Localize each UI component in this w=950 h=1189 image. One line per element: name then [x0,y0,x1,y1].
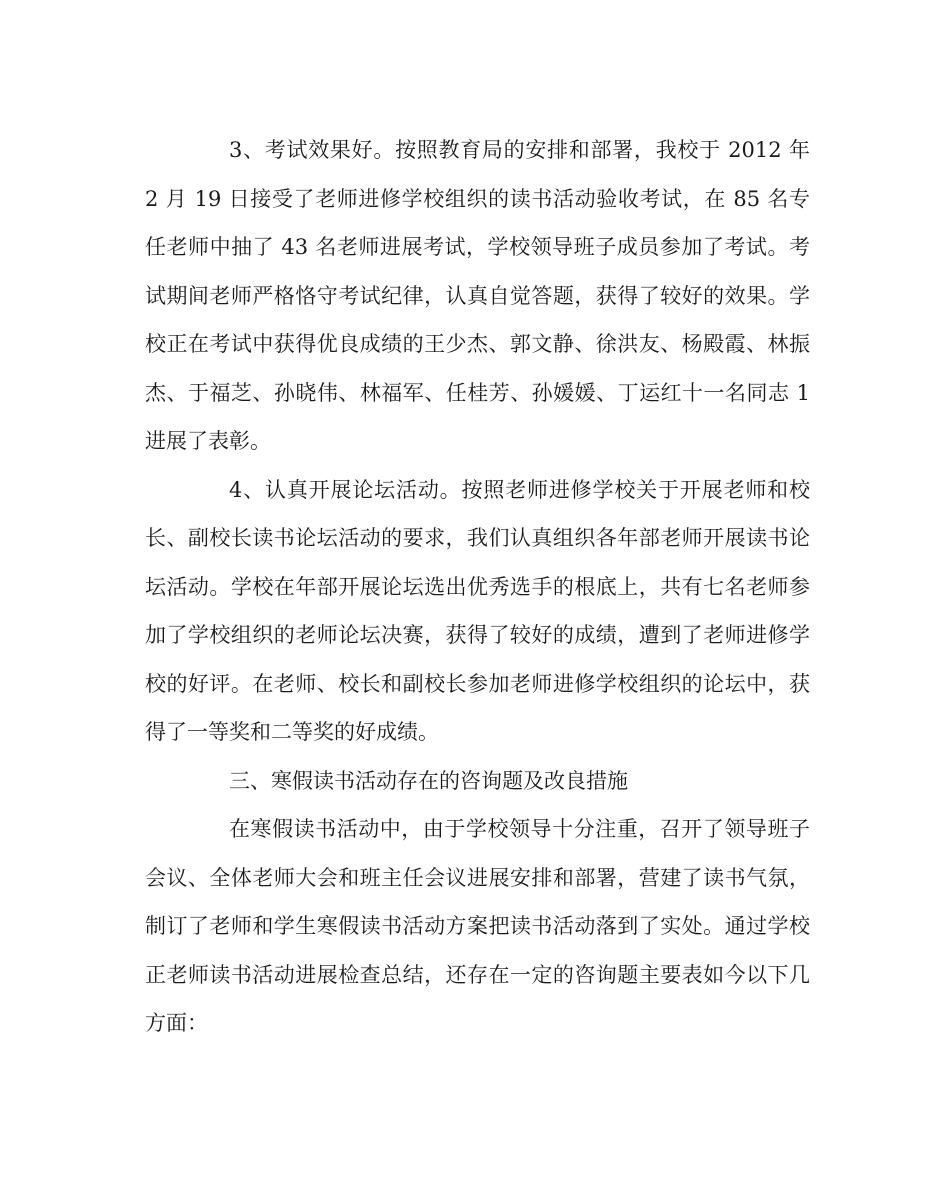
paragraph-problems-intro: 在寒假读书活动中，由于学校领导十分注重，召开了领导班子会议、全体老师大会和班主任会议进展安排和部署，营建了读书气氛，制订了老师和学生寒假读书活动方案把读书活动落到了实处。通过学校正老师读书活动进展检查总结，还存在一定的咨询题主要表如今以下几方面： [145,817,810,1035]
paragraph-forum-activities: 4、认真开展论坛活动。按照老师进修学校关于开展老师和校长、副校长读书论坛活动的要求，我们认真组织各年部老师开展读书论坛活动。学校在年部开展论坛选出优秀选手的根底上，共有七名老师参加了学校组织的老师论坛决赛，获得了较好的成绩，遭到了老师进修学校的好评。在老师、校长和副校长参加老师进修学校组织的论坛中，获得了一等奖和二等奖的好成绩。 [145,477,810,744]
section-heading: 三、寒假读书活动存在的咨询题及改良措施 [229,768,628,793]
paragraph-exam-results: 3、考试效果好。按照教育局的安排和部署，我校于 2012 年 2 月 19 日接受了老师进修学校组织的读书活动验收考试，在 85 名专任老师中抽了 43 名老师进展考试，学校领导班子成员参加了考试。考试期间老师严格恪守考试纪律，认真自觉答题，获得了较好的效果。学校正在考试中获得优良成绩的王少杰、郭文静、徐洪友、杨殿霞、林振杰、于福芝、孙晓伟、林福军、任桂芳、孙媛媛、丁运红十一名同志 1 进展了表彰。 [145,138,810,453]
document-body [145,126,810,1048]
